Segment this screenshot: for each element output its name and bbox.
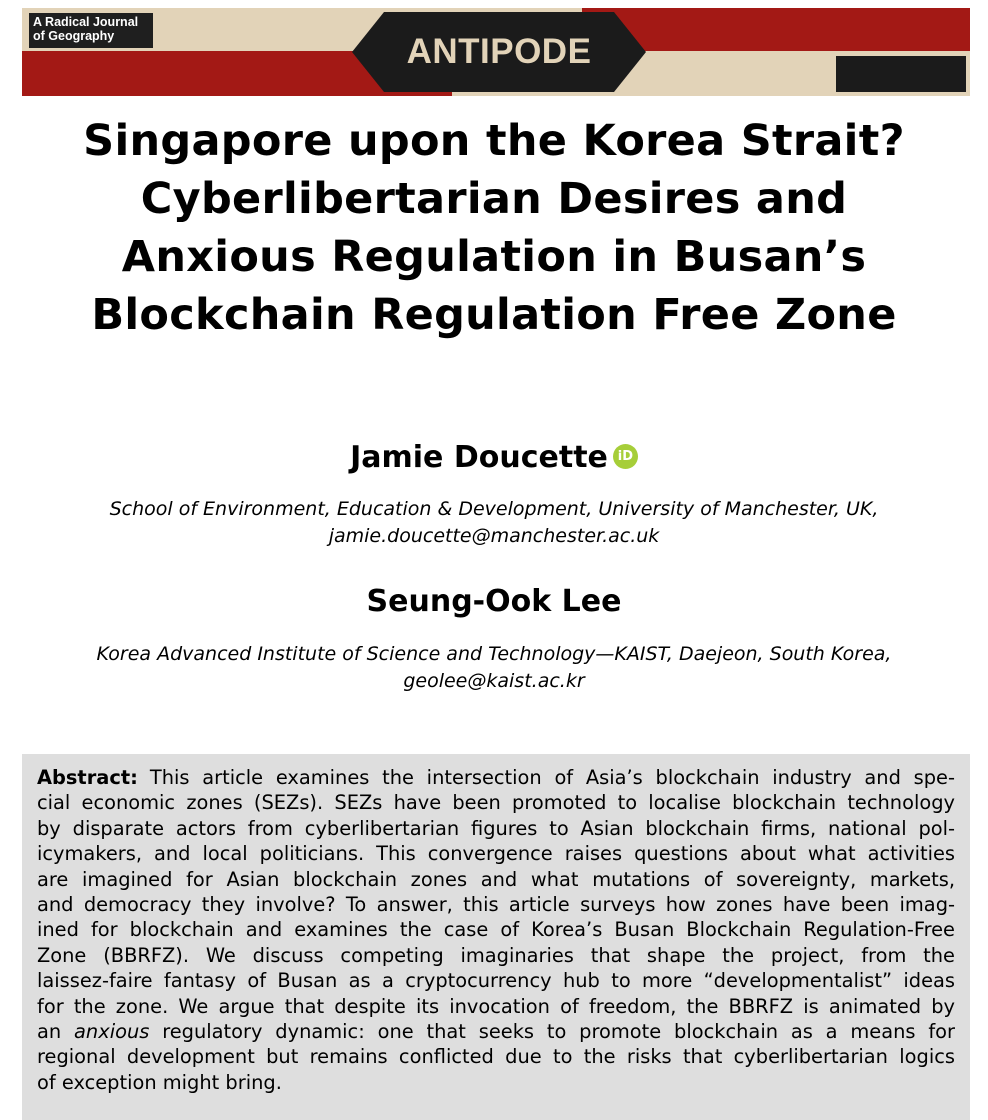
author-1-name: Jamie Doucette [350, 440, 608, 475]
abstract-text [37, 765, 955, 1095]
abstract-line: of exception might bring. [37, 1070, 282, 1094]
author-1-email[interactable]: jamie.doucette@manchester.ac.uk [328, 525, 660, 547]
abstract-line-text: regulatory dynamic: one that seeks to promote blockchain as a means for [162, 1020, 956, 1044]
banner-black-block [836, 56, 966, 92]
abstract-line [37, 1019, 955, 1044]
abstract-line: are imagined for Asian blockchain zones and what mutations of sovereignty, markets, [37, 867, 955, 891]
abstract-line: for the zone. We argue that despite its invocation of freedom, the BBRFZ is animated by [37, 994, 955, 1018]
title-line: Blockchain Regulation Free Zone [91, 290, 897, 340]
journal-tagline [29, 13, 153, 48]
author-2 [0, 582, 988, 622]
author-2-affiliation-line: Korea Advanced Institute of Science and Technology—KAIST, Daejeon, South Korea, [96, 643, 892, 665]
abstract-line: cial economic zones (SEZs). SEZs have been promoted to localise blockchain technology [37, 791, 955, 815]
article-title [30, 112, 958, 344]
author-2-name: Seung-Ook Lee [366, 584, 622, 619]
abstract-emphasis: anxious [74, 1020, 150, 1044]
journal-tagline-line2: of Geography [33, 29, 115, 43]
author-2-email[interactable]: geolee@kaist.ac.kr [403, 670, 585, 692]
abstract-line [37, 765, 955, 790]
author-1 [0, 438, 988, 478]
journal-tagline-line1: A Radical Journal [33, 15, 139, 29]
author-1-affiliation-line: School of Environment, Education & Development, University of Manchester, UK, [109, 498, 879, 520]
title-line: Cyberlibertarian Desires and [140, 174, 848, 224]
author-1-affiliation [40, 496, 948, 550]
abstract-line: and democracy they involve? To answer, this article surveys how zones have been imag- [37, 893, 955, 917]
abstract-line: regional development but remains conflicted due to the risks that cyberlibertarian logics [37, 1045, 955, 1069]
abstract-line-prefix: an [37, 1020, 62, 1044]
abstract-line: laissez-faire fantasy of Busan as a cryptocurrency hub to more “developmentalist” ideas [37, 969, 955, 993]
journal-banner [22, 8, 970, 96]
abstract-box [22, 754, 970, 1120]
abstract-line: icymakers, and local politicians. This convergence raises questions about what activities [37, 842, 955, 866]
abstract-line: ined for blockchain and examines the case of Korea’s Busan Blockchain Regulation-Free [37, 918, 955, 942]
abstract-label: Abstract: [37, 766, 138, 789]
abstract-line: by disparate actors from cyberlibertarian figures to Asian blockchain firms, national pol- [37, 816, 955, 840]
author-2-affiliation [40, 641, 948, 695]
title-line: Anxious Regulation in Busan’s [121, 232, 867, 282]
title-line: Singapore upon the Korea Strait? [83, 116, 905, 166]
abstract-line-text: This article examines the intersection of Asia’s blockchain industry and spe- [149, 766, 955, 789]
journal-masthead: ANTIPODE [406, 32, 592, 71]
orcid-icon[interactable]: iD [613, 444, 638, 469]
abstract-line: Zone (BBRFZ). We discuss competing imaginaries that shape the project, from the [37, 943, 955, 967]
